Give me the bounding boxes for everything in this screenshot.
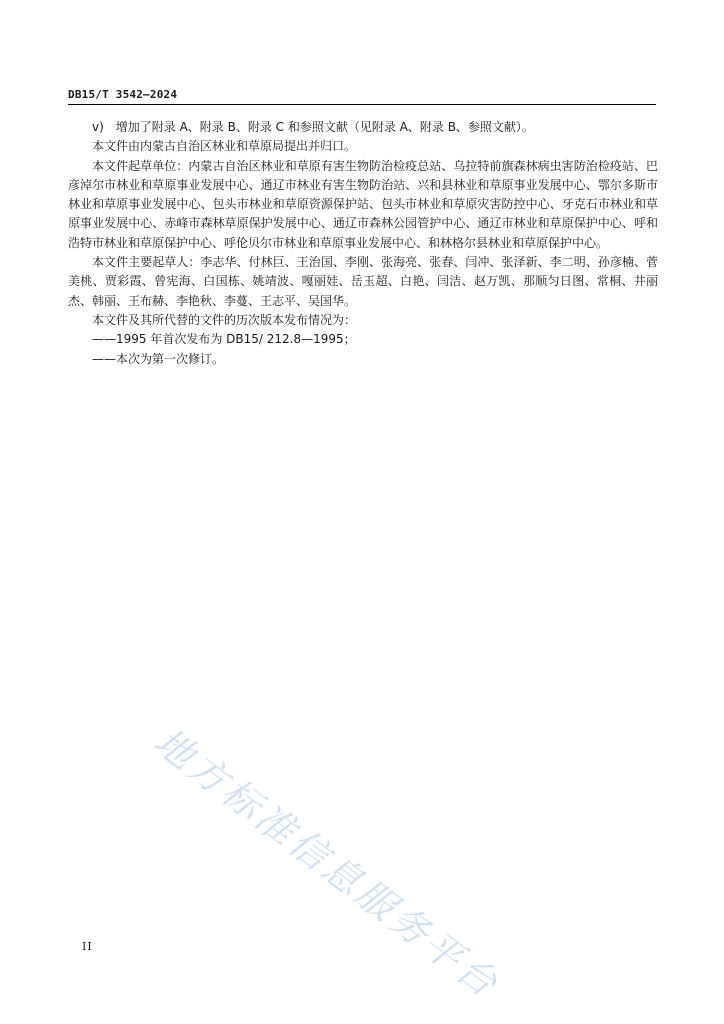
version-history-item: ——1995 年首次发布为 DB15/ 212.8—1995； — [92, 332, 356, 347]
proposer-paragraph: 本文件由内蒙古自治区林业和草原局提出并归口。 — [92, 139, 357, 154]
version-history-intro: 本文件及其所代替的文件的历次版本发布情况为： — [92, 312, 357, 327]
page-number: II — [82, 940, 93, 953]
document-code: DB15/T 3542—2024 — [68, 88, 178, 101]
document-body — [68, 118, 658, 369]
watermark: 地方标准信息服务平台 — [146, 719, 509, 1008]
change-item-v: v) 增加了附录 A、附录 B、附录 C 和参照文献（见附录 A、附录 B、参照文献）。 — [92, 120, 534, 134]
header-divider — [68, 104, 656, 105]
drafting-units-paragraph: 本文件起草单位：内蒙古自治区林业和草原有害生物防治检疫总站、乌拉特前旗森林病虫害防治检疫站、巴彦淖尔市林业和草原事业发展中心、通辽市林业有害生物防治站、兴和县林业和草原事业发展中心、鄂尔多斯市林业和草原事业发展中心、包头市林业和草原资源保护站、包头市林业和草原灾害防控中心、牙克石市林业和草原事业发展中心、赤峰市森林草原保护发展中心、通辽市森林公园管护中心、通辽市林业和草原保护中心、呼和浩特市林业和草原保护中心、呼伦贝尔市林业和草原事业发展中心、和林格尔县林业和草原保护中心。 — [68, 158, 658, 250]
drafters-paragraph: 本文件主要起草人：李志华、付林巨、王治国、李刚、张海亮、张春、闫冲、张泽新、李二明、孙彦楠、菅美桃、贾彩霞、曾宪海、白国栋、姚靖波、嘎丽娃、岳玉超、白艳、闫洁、赵万凯、那顺匀日图、常桐、井丽杰、韩丽、王布赫、李艳秋、李蔓、王志平、吴国华。 — [68, 255, 658, 308]
version-history-item: ——本次为第一次修订。 — [92, 351, 225, 366]
